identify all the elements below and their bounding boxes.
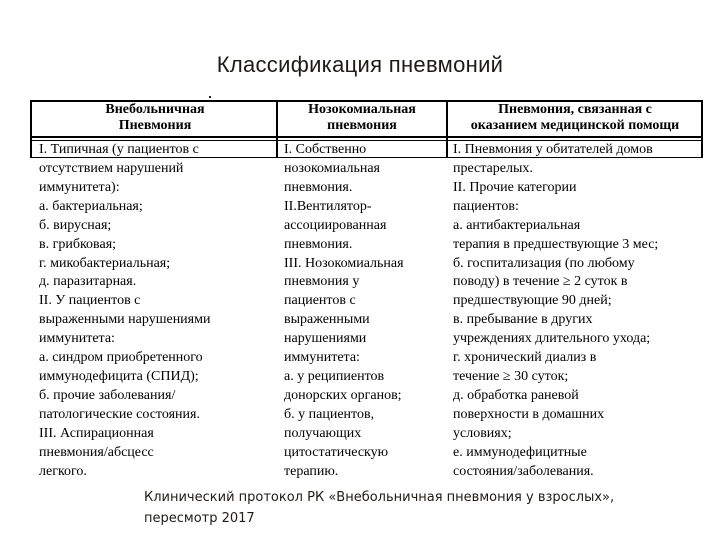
column-divider-1 (276, 100, 278, 158)
column-divider-2 (446, 100, 448, 158)
header-divider (30, 136, 703, 138)
cell-first-line-2: I. Собственно (284, 142, 367, 157)
healthcare-associated-cell: престарелых. II. Прочие категории пациентов: а. антибактериальная терапия в предшествующие 3 мес; б. госпитализация (по любому поводу) в течение ≥ 2 суток в предшествующие 90 дней; в. пребывание в других учреждениях длительного ухода; г. хронический диализ в течение ≥ 30 суток; д. обработка раневой поверхности в домашних условиях; е. иммунодефицитные состояния/заболевания. (453, 161, 659, 479)
slide-title: Классификация пневмоний (216, 52, 504, 77)
left-border (30, 100, 32, 158)
header-community-acquired: Внебольничная Пневмония (105, 102, 205, 133)
cell-first-line-3: I. Пневмония у обитателей домов (453, 142, 653, 157)
stray-mark (209, 96, 211, 98)
cell-first-line-1: I. Типичная (у пациентов с (39, 142, 199, 157)
header-nosocomial: Нозокомиальная пневмония (308, 102, 416, 133)
nosocomial-cell: нозокомиальная пневмония. II.Вентилятор- ассоциированная пневмония. III. Нозокомиальная пневмония у пациентов с выраженными нарушениями иммунитета: а. у реципиентов донорских органов; б. у пациентов, получающих цитостатическую терапию. (284, 161, 404, 479)
right-border (701, 100, 703, 158)
source-citation: Клинический протокол РК «Внебольничная пневмония у взрослых», пересмотр 2017 (144, 490, 615, 526)
classification-table (30, 100, 703, 482)
header-healthcare-associated: Пневмония, связанная с оказанием медицинской помощи (470, 102, 680, 133)
community-acquired-cell: отсутствием нарушений иммунитета): а. бактериальная; б. вирусная; в. грибковая; г. микобактериальная; д. паразитарная. II. У пациентов с выраженными нарушениями иммунитета: а. синдром приобретенного иммунодефицита (СПИД); б. прочие заболевания/ патологические состояния. III. Аспирационная пневмония/абсцесс легкого. (39, 161, 211, 479)
